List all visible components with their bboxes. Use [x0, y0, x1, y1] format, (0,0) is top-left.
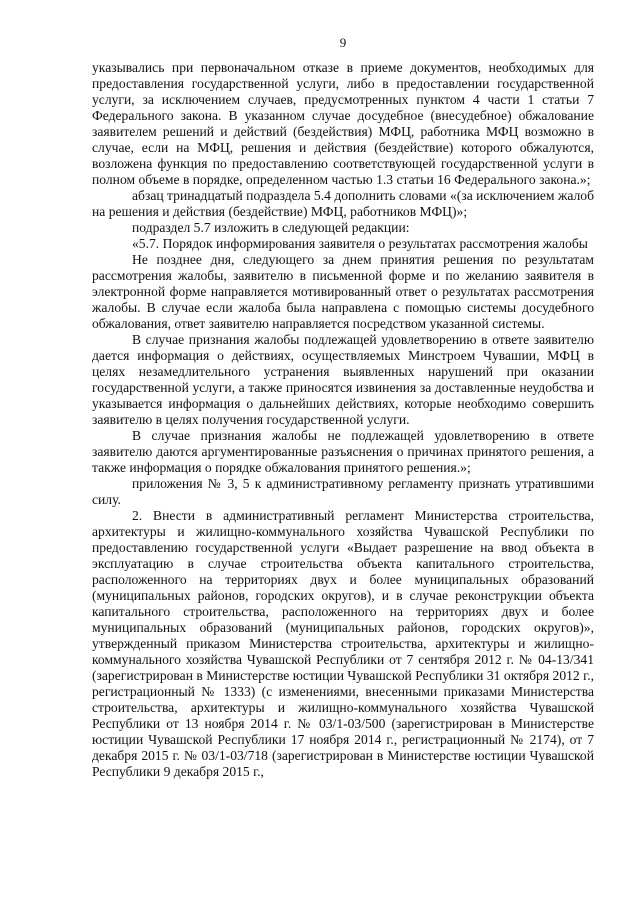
paragraph-5: Не позднее дня, следующего за днем принятия решения по результатам рассмотрения жалобы, заявителю в письменной форме и по желанию заявителя в электронной форме направляется мотивированный ответ о результатах рассмотрения жалобы. В случае если жалоба была направлена с помощью системы досудебного обжалования, ответ заявителю направляется посредством указанной системы.	[92, 252, 594, 331]
paragraph-8: приложения № 3, 5 к административному регламенту признать утратившими силу.	[92, 476, 594, 507]
paragraph-9: 2. Внести в административный регламент Министерства строительства, архитектуры и жилищно-коммунального хозяйства Чувашской Республики по предоставлению государственной услуги «Выдает разрешение на ввод объекта в эксплуатацию в случае строительства объекта капитального строительства, расположенного на территориях двух и более муниципальных образований (муниципальных районов, городских округов), и в случае реконструкции объекта капитального строительства, расположенного на территориях двух и более муниципальных образований (муниципальных районов, городских округов)», утвержденный приказом Министерства строительства, архитектуры и жилищно-коммунального хозяйства Чувашской Республики от 7 сентября 2012 г. № 04-13/341 (зарегистрирован в Министерстве юстиции Чувашской Республики 31 октября 2012 г., регистрационный № 1333) (с изменениями, внесенными приказами Министерства строительства, архитектуры и жилищно-коммунального хозяйства Чувашской Республики от 13 ноября 2014 г. № 03/1-03/500 (зарегистрирован в Министерстве юстиции Чувашской Республики 17 ноября 2014 г., регистрационный № 2174), от 7 декабря 2015 г. № 03/1-03/718 (зарегистрирован в Министерстве юстиции Чувашской Республики 9 декабря 2015 г.,	[92, 508, 594, 779]
paragraph-2: абзац тринадцатый подраздела 5.4 дополнить словами «(за исключением жалоб на решения и действия (бездействие) МФЦ, работников МФЦ)»;	[92, 188, 594, 219]
paragraph-4: «5.7. Порядок информирования заявителя о результатах рассмотрения жалобы	[132, 236, 588, 251]
paragraph-1: указывались при первоначальном отказе в приеме документов, необходимых для предоставления государственной услуги, либо в предоставлении государственной услуги, за исключением случаев, предусмотренных пунктом 4 части 1 статьи 7 Федерального закона. В указанном случае досудебное (внесудебное) обжалование заявителем решений и действий (бездействия) МФЦ, работника МФЦ возможно в случае, если на МФЦ, решения и действия (бездействие) которого обжалуются, возложена функция по предоставлению соответствующей государственной услуги в полном объеме в порядке, определенном частью 1.3 статьи 16 Федерального закона.»;	[92, 60, 594, 187]
paragraph-3: подраздел 5.7 изложить в следующей редакции:	[132, 220, 410, 235]
page-number: 9	[339, 35, 347, 50]
paragraph-6: В случае признания жалобы подлежащей удовлетворению в ответе заявителю дается информация о действиях, осуществляемых Минстроем Чувашии, МФЦ в целях незамедлительного устранения выявленных нарушений при оказании государственной услуги, а также приносятся извинения за доставленные неудобства и указывается информация о дальнейших действиях, которые необходимо совершить заявителю в целях получения государственной услуги.	[92, 332, 594, 427]
paragraph-7: В случае признания жалобы не подлежащей удовлетворению в ответе заявителю даются аргументированные разъяснения о причинах принятого решения, а также информация о порядке обжалования принятого решения.»;	[92, 428, 594, 475]
document-body	[92, 60, 594, 780]
